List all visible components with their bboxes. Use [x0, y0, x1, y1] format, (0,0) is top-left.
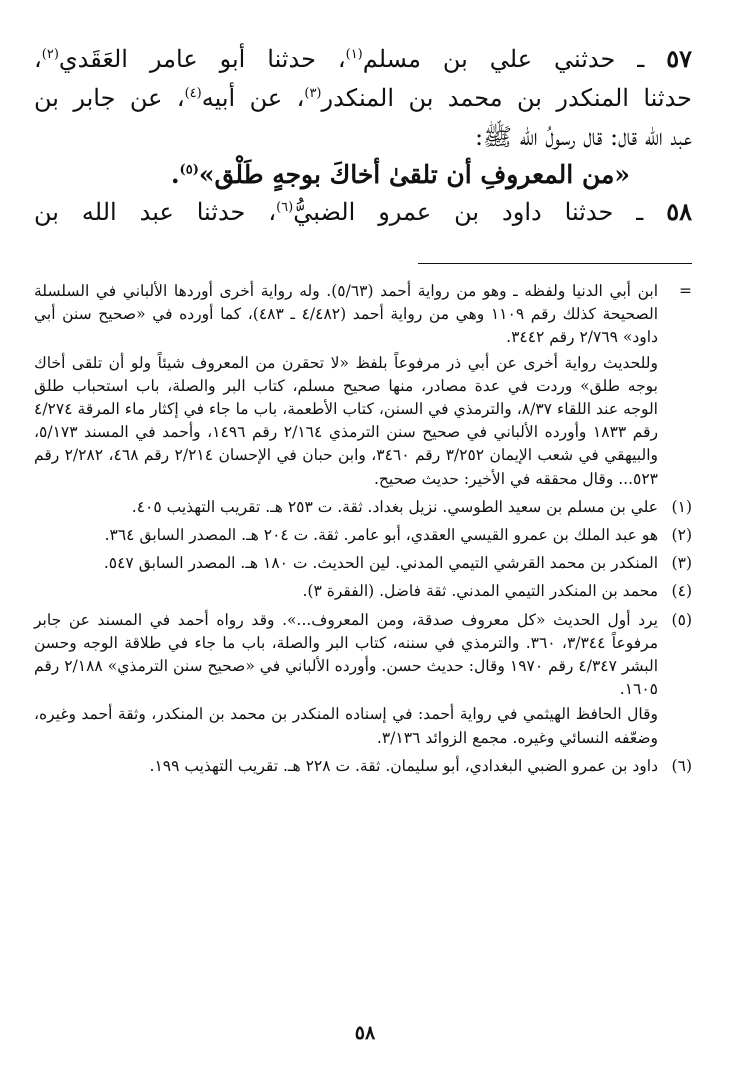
footnote-ref: (١)	[345, 47, 363, 62]
footnote-body	[34, 580, 658, 605]
quote-end: .	[170, 160, 180, 189]
hadith-57-line-2	[34, 81, 692, 115]
footnote-ref: (٦)	[276, 200, 294, 215]
hadith-number: ٥٨	[666, 197, 692, 226]
footnote-mark: (١)	[671, 497, 692, 516]
footnote-4	[34, 580, 692, 605]
hadith-number: ٥٧	[666, 44, 692, 73]
text-run: ، حدثنا عبد الله بن	[34, 198, 277, 226]
footnote-body	[34, 280, 658, 493]
footnote-paragraph: المنكدر بن محمد القرشي التيمي المدني. لين الحديث. ت ١٨٠ هـ. المصدر السابق ٥٤٧.	[103, 554, 658, 573]
footnote-paragraph: ابن أبي الدنيا ولفظه ـ وهو من رواية أحمد (٥/٦٣). وله رواية أخرى أوردها الألباني في السلسلة الصحيحة كذلك رقم ١١٠٩ وهي من رواية أحمد (٤/٤٨٢ ـ ٤٨٣)، كما أورده في «صحيح سنن أبي داود» ٢/٧٦٩ رقم ٣٤٤٢.	[34, 282, 659, 347]
footnote-ref: (٤)	[184, 86, 202, 101]
footnote-paragraph: وللحديث رواية أخرى عن أبي ذر مرفوعاً بلفظ «لا تحقرن من المعروف شيئاً ولو أن تلقى أخاك بوجه طلق» وردت في عدة مصادر، منها صحيح مسلم، كتاب البر والصلة، باب استحباب طلق الوجه عند اللقاء ٨/٣٧، والترمذي في السنن، كتاب الأطعمة، باب ما جاء في إكثار ماء المرقة ٤/٢٧٤ رقم ١٨٣٣ وأورده الألباني في صحيح سنن الترمذي ٢/١٦٤ رقم ١٤٩٦، وأحمد في المسند ٥/١٧٣، والبيهقي في شعب الإيمان ٣/٢٥٢ رقم ٣٤٦٠، وابن حبان في الإحسان ٢/٢١٤ رقم ٤٦٨، ٢/٢٨٢ رقم ٥٢٣... وقال محققه في الأخير: حديث صحيح.	[34, 353, 658, 488]
footnote-paragraph: هو عبد الملك بن عمرو القيسي العقدي، أبو عامر. ثقة. ت ٢٠٤ هـ. المصدر السابق ٣٦٤.	[104, 526, 658, 545]
footnote-6	[34, 755, 692, 780]
page-number: ٥٨	[354, 1022, 376, 1044]
footnote-mark: (٥)	[671, 610, 692, 629]
footnote-3	[34, 552, 692, 577]
footnote-ref: (٣)	[304, 86, 322, 101]
text-run: حدثنا المنكدر بن محمد بن المنكدر	[321, 84, 693, 112]
footnote-5	[34, 609, 692, 752]
footnote-body	[34, 755, 658, 780]
hadith-quote	[34, 160, 630, 189]
text-run: ـ حدثنا داود بن عمرو الضبيُّ	[293, 198, 667, 226]
footnote-mark: (٢)	[671, 526, 692, 545]
footnote-ref: (٢)	[41, 47, 59, 62]
footnotes	[34, 280, 692, 783]
hadith-57-line-1	[34, 42, 692, 76]
hadith-57-line-3: عبد الله قال: قال رسولُ الله ﷺ:	[474, 123, 692, 151]
text-run: ـ حدثني علي بن مسلم	[362, 45, 667, 73]
footnote-mark: (٤)	[671, 582, 692, 601]
footnote-body	[34, 496, 658, 521]
footnote-body	[34, 609, 658, 752]
text-run: ، عن جابر بن	[34, 84, 185, 112]
continuation-mark: =	[679, 282, 692, 300]
footnote-body	[34, 552, 658, 577]
text-run: ، عن أبيه	[201, 84, 305, 112]
footnote-paragraph: يرد أول الحديث «كل معروف صدقة، ومن المعروف...». وقد رواه أحمد في المسند عن جابر مرفوعاً ٣/٣٤٤، ٣٦٠. والترمذي في سننه، كتاب البر والصلة، باب ما جاء في طلاقة الوجه وحسن البشر ٤/٣٤٧ رقم ١٩٧٠ وقال: حديث حسن. وأورده الألباني في «صحيح سنن الترمذي» ٢/١٨٨ رقم ١٦٠٥.	[34, 610, 659, 699]
hadith-58-line-1	[34, 195, 692, 229]
quote-text: «من المعروفِ أن تلقىٰ أخاكَ بوجهٍ طَلْق»	[198, 160, 630, 189]
footnote-paragraph: وقال الحافظ الهيثمي في رواية أحمد: في إسناده المنكدر بن محمد بن المنكدر، وثقة أحمد وغيره، وضعّفه النسائي وغيره. مجمع الزوائد ٣/١٣٦.	[34, 705, 658, 747]
text-run: ،	[34, 45, 42, 73]
footnote-1	[34, 496, 692, 521]
text-run: ، حدثنا أبو عامر العَقَدي	[58, 45, 346, 73]
footnote-paragraph: علي بن مسلم بن سعيد الطوسي. نزيل بغداد. ثقة. ت ٢٥٣ هـ. تقريب التهذيب ٤٠٥.	[131, 497, 658, 516]
footnote-mark: (٦)	[671, 756, 692, 775]
footnote-2	[34, 524, 692, 549]
footnote-body	[34, 524, 658, 549]
footnote-mark: (٣)	[671, 554, 692, 573]
footnote-ref: (٥)	[179, 162, 199, 178]
footnote-continuation	[34, 280, 692, 493]
main-text	[34, 42, 692, 234]
footnote-paragraph: داود بن عمرو الضبي البغدادي، أبو سليمان. ثقة. ت ٢٢٨ هـ. تقريب التهذيب ١٩٩.	[149, 756, 658, 775]
footnote-paragraph: محمد بن المنكدر التيمي المدني. ثقة فاضل. (الفقرة ٣).	[302, 582, 658, 601]
footnote-separator	[418, 263, 692, 264]
